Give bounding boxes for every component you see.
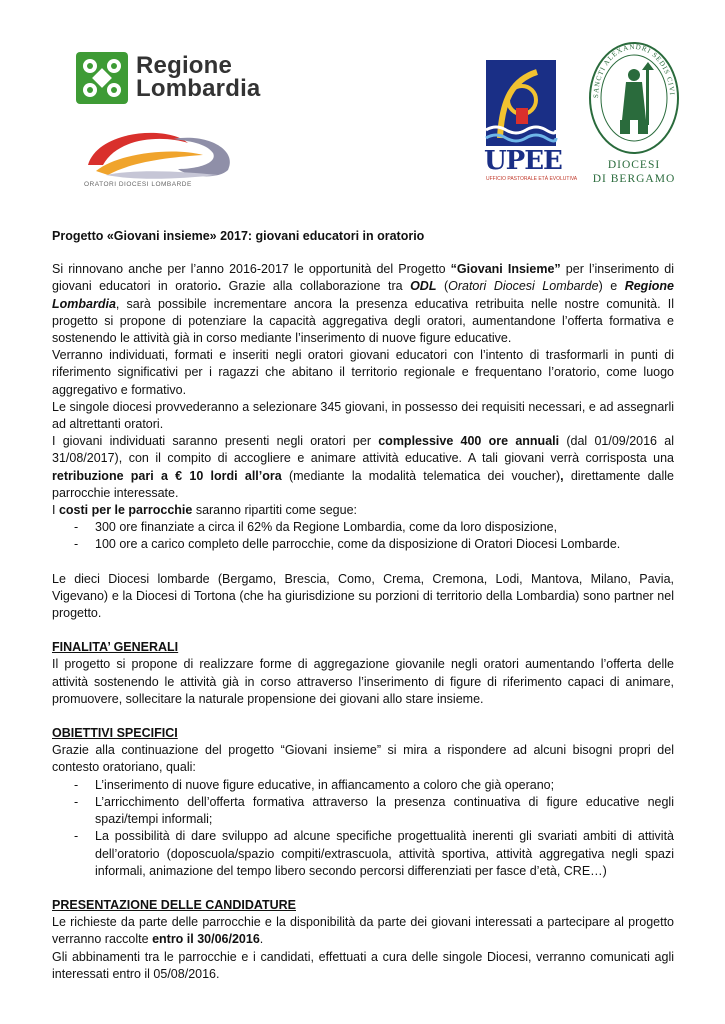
paragraph-educatori: Verranno individuati, formati e inseriti negli oratori giovani educatori con l’intento di trasformarli in punti di riferimento significativi per i ragazzi che abitano il territorio regionale e frequentano l’oratorio, come luogo aggregativo e formativo. <box>52 348 674 397</box>
diocesi-name: DIOCESI DI BERGAMO <box>592 159 676 185</box>
list-item: - 300 ore finanziate a circa il 62% da Regione Lombardia, come da loro disposizione, <box>52 519 674 536</box>
odl-logo <box>78 125 243 195</box>
regione-lombardia-cross-icon <box>76 52 128 104</box>
section-heading-candidature: PRESENTAZIONE DELLE CANDIDATURE <box>52 897 296 912</box>
regione-lombardia-logo <box>76 52 261 108</box>
odl-caption: ORATORI DIOCESI LOMBARDE <box>84 181 192 188</box>
upee-logo <box>482 60 578 185</box>
diocesi-bergamo-logo <box>584 40 684 185</box>
section-heading-finalita: FINALITA’ GENERALI <box>52 640 179 655</box>
odl-swirl-icon <box>78 125 243 183</box>
paragraph-ore-retribuzione: I giovani individuati saranno presenti negli oratori per complessive 400 ore annuali (dal 01/09/2016 al 31/08/2017), con il compito di accogliere e animare attività educative. A tali giovani verrà corrisposta una retribuzione pari a € 10 lordi all’ora (mediante la modalità telematica dei voucher), direttamente dalle parrocchie interessate. <box>52 434 674 500</box>
costs-list <box>52 519 674 553</box>
objectives-list <box>52 777 674 880</box>
section-heading-obiettivi: OBIETTIVI SPECIFICI <box>52 726 178 741</box>
document-title: Progetto «Giovani insieme» 2017: giovani educatori in oratorio <box>52 229 425 243</box>
section-text-candidature: Le richieste da parte delle parrocchie e la disponibilità da parte dei giovani interessati a partecipare al progetto verranno raccolte entro il 30/06/2016. <box>52 915 674 947</box>
diocesi-seal-text: SANCTI ALEXANDRI SEDIS CIVI <box>591 42 676 99</box>
section-text-finalita: Il progetto si propone di realizzare forme di aggregazione giovanile negli oratori aumentando l’offerta delle attività sostenendo le attività già in corso attraverso l’inserimento di figure di riferimento capaci di animare, promuovere, sollecitare la naturale propensione dei giovani allo stare insieme. <box>52 657 674 706</box>
regione-lombardia-wordmark: Regione Lombardia <box>136 52 261 102</box>
section-text-obiettivi: Grazie alla continuazione del progetto “Giovani insieme” si mira a rispondere ad alcuni bisogni propri del contesto oratoriano, quali: <box>52 743 674 775</box>
paragraph-diocesi: Le singole diocesi provvederanno a selezionare 345 giovani, in possesso dei requisiti necessari, e ad assegnarli ad altrettanti oratori. <box>52 399 674 432</box>
document-body <box>52 228 674 983</box>
paragraph-partner: Le dieci Diocesi lombarde (Bergamo, Brescia, Como, Crema, Cremona, Lodi, Mantova, Milano, Pavia, Vigevano) e la Diocesi di Tortona (che ha giurisdizione su porzioni di territorio della Lombardia) sono partner nel progetto. <box>52 571 674 621</box>
upee-wordmark: UPEE <box>484 146 562 176</box>
list-item: - 100 ore a carico completo delle parrocchie, come da disposizione di Oratori Diocesi Lombarde. <box>52 536 674 553</box>
section-text-abbinamenti: Gli abbinamenti tra le parrocchie e i candidati, effettuati a cura delle singole Diocesi, verranno comunicati agli interessati entro il 05/08/2016. <box>52 949 674 981</box>
intro-paragraph: Si rinnovano anche per l’anno 2016-2017 le opportunità del Progetto “Giovani Insieme” per l’inserimento di giovani educatori in oratorio. Grazie alla collaborazione tra ODL (Oratori Diocesi Lombarde) e Regione Lombardia, sarà possibile incrementare ancora la presenza educativa retribuita nelle nostre comunità. Il progetto si propone di potenziare la capacità aggregativa degli oratori, aumentandone l’offerta formativa e sostenendo le attività già in corso mediante l’inserimento di nuove figure educative. <box>52 262 675 346</box>
list-item: - L’arricchimento dell’offerta formativa attraverso la presenza continuativa di figure educative negli spazi/tempi informali; <box>52 794 674 828</box>
paragraph-costi: I costi per le parrocchie saranno ripartiti come segue: <box>52 503 358 518</box>
list-item: - L’inserimento di nuove figure educative, in affiancamento a coloro che già operano; <box>52 777 674 794</box>
diocesi-seal-icon <box>584 40 684 156</box>
upee-subtitle: UFFICIO PASTORALE ETÀ EVOLUTIVA <box>486 176 578 182</box>
upee-emblem-icon <box>482 60 560 146</box>
list-item: - La possibilità di dare sviluppo ad alcune specifiche progettualità inerenti gli svariati ambiti di attività dell’oratorio (doposcuola/spazio compiti/extrascuola, attività sportiva, attività aggregativa negli spazi informali, animazione del tempo libero secondo percorsi differenziati per fasce d’età, CRE…) <box>52 828 674 880</box>
